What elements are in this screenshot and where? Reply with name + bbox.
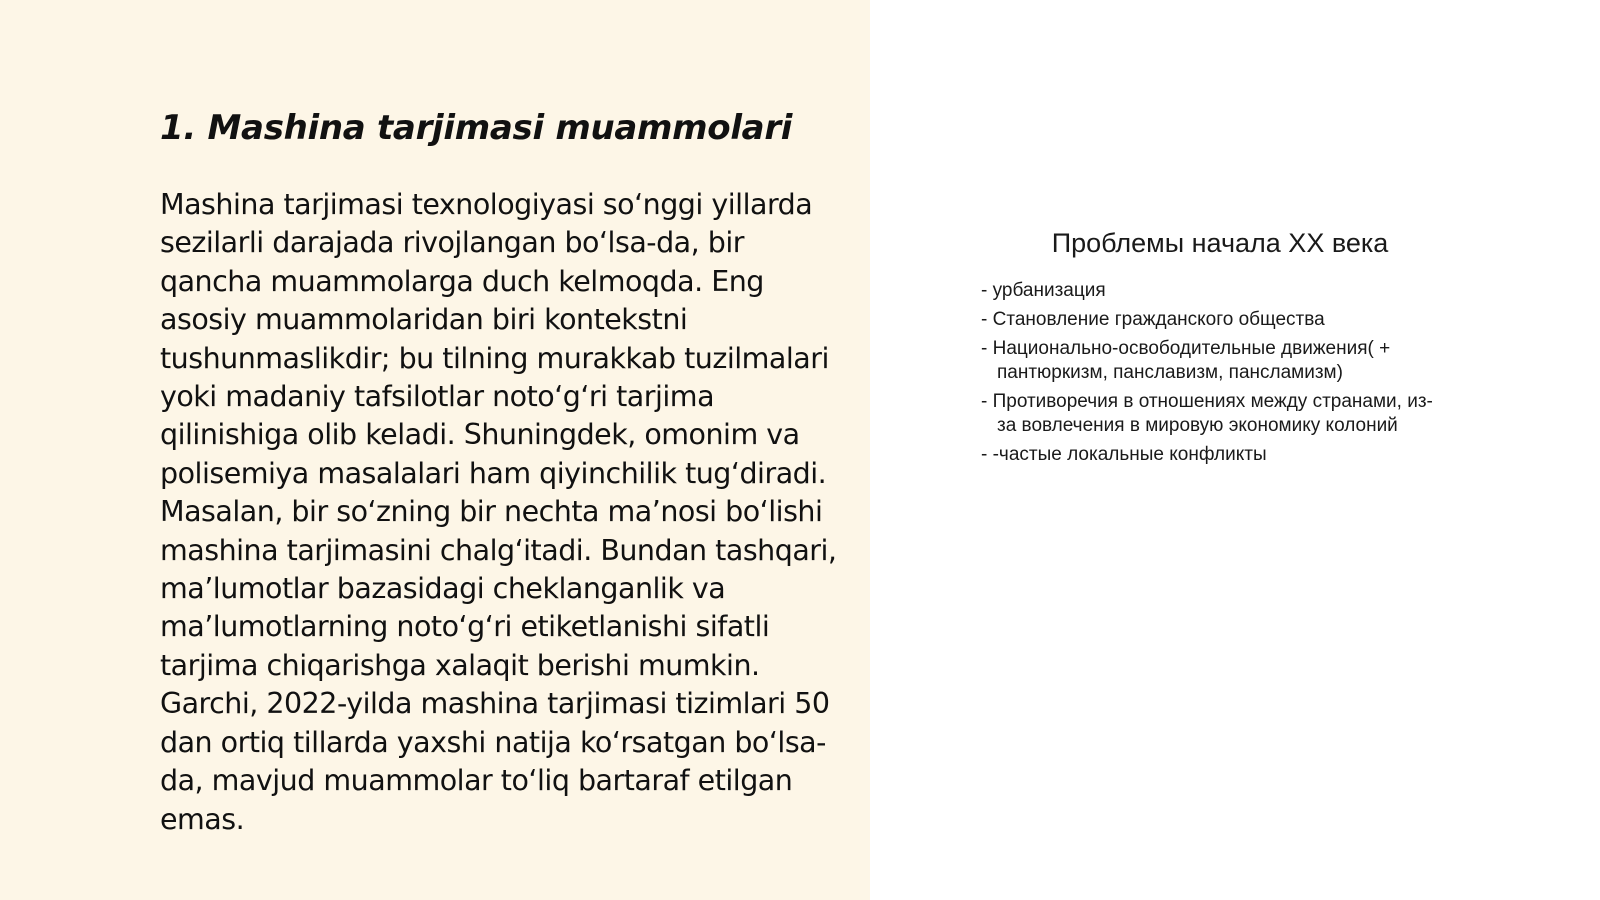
list-item-interstate-contradictions: - Противоречия в отношениях между странами, из-за вовлечения в мировую экономику колоний bbox=[981, 391, 1433, 436]
list-item-local-conflicts: - -частые локальные конфликты bbox=[981, 444, 1267, 465]
slide-body-text: Mashina tarjimasi texnologiyasi so‘nggi yillarda sezilarli darajada rivojlangan bo‘lsa-da, bir qancha muammolarga duch kelmoqda. Eng asosiy muammolaridan biri kontekstni tushunmaslikdir; bu tilning murakkab tuzilmalari yoki madaniy tafsilotlar noto‘g‘ri tarjima qilinishiga olib keladi. Shuningdek, omonim va polisemiya masalalari ham qiyinchilik tug‘diradi. Masalan, bir so‘zning bir nechta ma’nosi bo‘lishi mashina tarjimasini chalg‘itadi. Bundan tashqari, ma’lumotlar bazasidagi cheklanganlik va ma’lumotlarning noto‘g‘ri etiketlanishi sifatli tarjima chiqarishga xalaqit berishi mumkin. Garchi, 2022-yilda mashina tarjimasi tizimlari 50 dan ortiq tillarda yaxshi natija ko‘rsatgan bo‘lsa-da, mavjud muammolar to‘liq bartaraf etilgan emas. bbox=[160, 188, 837, 836]
list-item-urbanization: - урбанизация bbox=[981, 280, 1106, 301]
list-item-national-movements: - Национально-освободительные движения( + пантюркизм, панславизм, панcламизм) bbox=[981, 338, 1391, 383]
embedded-image-list bbox=[975, 279, 1435, 467]
slide-heading: 1. Mashina tarjimasi muammolari bbox=[160, 108, 793, 148]
embedded-image bbox=[975, 225, 1435, 472]
list-item-civil-society: - Становление гражданского общества bbox=[981, 309, 1325, 330]
embedded-image-title: Проблемы начала XX века bbox=[1051, 228, 1389, 258]
